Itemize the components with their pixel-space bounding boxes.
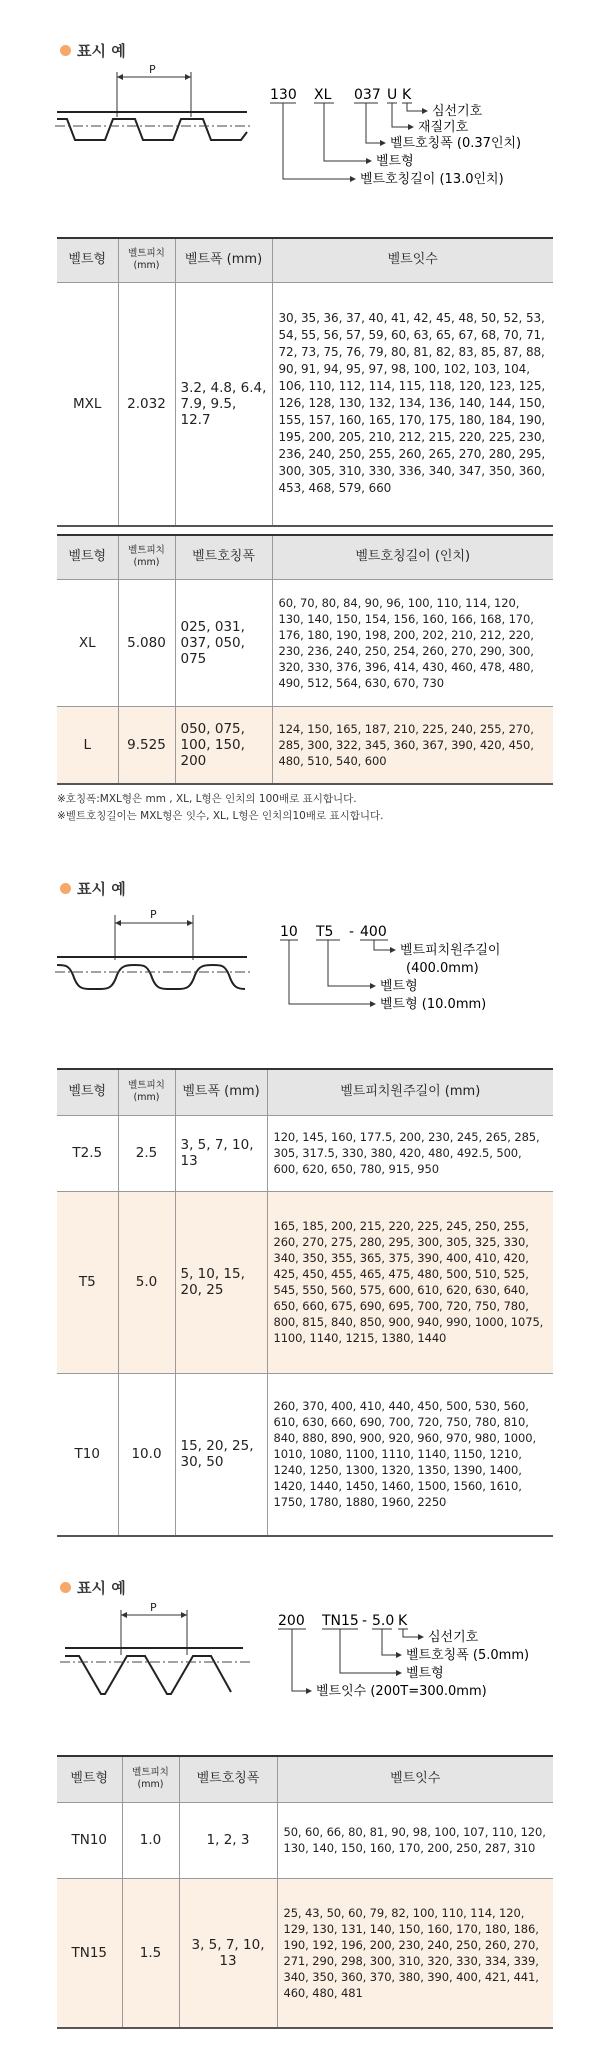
width-cell: 5, 10, 15, 20, 25 bbox=[175, 1191, 267, 1373]
length-cell: 260, 370, 400, 410, 440, 450, 500, 530, 560, 610, 630, 660, 690, 700, 720, 750, 780, 810, 840, 880, 890, 900, 920, 960, 970, 980, 1000, 1010, 1080, 1100, 1110, 1140, 1150, 1210, 1240, 1250, 1300, 1320, 1350, 1390, 1400, 1420, 1440, 1450, 1460, 1500, 1560, 1610, 1750, 1780, 1880, 1960, 2250 bbox=[267, 1373, 553, 1536]
width-cell: 050, 075, 100, 150, 200 bbox=[175, 706, 272, 784]
pitch-cell: 1.5 bbox=[122, 1878, 179, 2028]
table-row bbox=[57, 1802, 553, 1878]
code-part: K bbox=[398, 1613, 408, 1629]
mxl-spec-table bbox=[57, 237, 553, 527]
code-note: 벨트형 bbox=[380, 979, 418, 994]
code-note: 벨트형 bbox=[376, 154, 414, 169]
code-note: (400.0mm) bbox=[406, 961, 479, 976]
code-part: TN15 bbox=[322, 1613, 359, 1629]
code-note: 벨트피치원주길이 bbox=[400, 943, 501, 958]
pitch-label: P bbox=[150, 908, 157, 921]
width-cell: 025, 031, 037, 050, 075 bbox=[175, 579, 272, 706]
col-header: 벨트피치원주길이 (mm) bbox=[267, 1069, 553, 1115]
teeth-cell: 25, 43, 50, 60, 79, 82, 100, 110, 114, 120, 129, 130, 131, 140, 150, 160, 170, 180, 186, 190, 192, 196, 200, 230, 240, 250, 260, 270, 271, 290, 298, 300, 310, 320, 330, 334, 339, 340, 350, 360, 370, 380, 390, 400, 421, 441, 460, 480, 481 bbox=[277, 1878, 553, 2028]
bullet-dot-icon bbox=[60, 883, 71, 894]
bullet-dot-icon bbox=[60, 1582, 71, 1593]
pitch-cell: 1.0 bbox=[122, 1802, 179, 1878]
code-part: - bbox=[362, 1613, 368, 1629]
section1-heading-text: 표시 예 bbox=[77, 42, 126, 60]
section3-heading-text: 표시 예 bbox=[77, 1579, 126, 1597]
width-cell: 3, 5, 7, 10, 13 bbox=[175, 1115, 267, 1191]
length-cell: 124, 150, 165, 187, 210, 225, 240, 255, 270, 285, 300, 322, 345, 360, 367, 390, 420, 450, 480, 510, 540, 600 bbox=[272, 706, 553, 784]
teeth-cell: 30, 35, 36, 37, 40, 41, 42, 45, 48, 50, 52, 53, 54, 55, 56, 57, 59, 60, 63, 65, 67, 68, 70, 71, 72, 73, 75, 76, 79, 80, 81, 82, 83, 85, 87, 88, 90, 91, 94, 95, 97, 98, 100, 102, 103, 104, 106, 110, 112, 114, 115, 118, 120, 123, 125, 126, 128, 130, 132, 134, 136, 140, 144, 150, 155, 157, 160, 165, 170, 175, 180, 184, 190, 195, 200, 205, 210, 212, 215, 220, 225, 230, 236, 240, 250, 255, 260, 265, 270, 280, 295, 300, 305, 310, 330, 336, 340, 347, 350, 360, 453, 468, 579, 660 bbox=[272, 282, 553, 526]
belt-profile-figure-3 bbox=[55, 1600, 255, 1710]
width-cell: 3, 5, 7, 10, 13 bbox=[179, 1878, 277, 2028]
code-note: 심선기호 bbox=[428, 1630, 479, 1645]
col-header: 벨트형 bbox=[57, 238, 118, 282]
section2-heading-text: 표시 예 bbox=[77, 880, 126, 898]
col-header: 벨트피치 (mm) bbox=[118, 1069, 175, 1115]
code-diagram-1 bbox=[270, 85, 570, 215]
table-row bbox=[57, 1373, 553, 1536]
code-note: 벨트호칭길이 (13.0인치) bbox=[360, 172, 504, 187]
col-header: 벨트피치 (mm) bbox=[118, 238, 175, 282]
col-header: 벨트형 bbox=[57, 1756, 122, 1802]
width-cell: 3.2, 4.8, 6.4, 7.9, 9.5, 12.7 bbox=[175, 282, 272, 526]
code-part: - bbox=[349, 924, 355, 940]
belt-type-cell: XL bbox=[57, 579, 118, 706]
code-diagram-3 bbox=[278, 1611, 578, 1721]
col-header: 벨트형 bbox=[57, 535, 118, 579]
code-part: U bbox=[387, 87, 398, 103]
col-header: 벨트잇수 bbox=[277, 1756, 553, 1802]
section2-heading bbox=[60, 878, 126, 899]
col-header: 벨트잇수 bbox=[272, 238, 553, 282]
belt-type-cell: T10 bbox=[57, 1373, 118, 1536]
pitch-cell: 5.080 bbox=[118, 579, 175, 706]
code-note: 재질기호 bbox=[418, 120, 469, 135]
width-cell: 15, 20, 25, 30, 50 bbox=[175, 1373, 267, 1536]
teeth-cell: 50, 60, 66, 80, 81, 90, 98, 100, 107, 110, 120, 130, 140, 150, 160, 170, 200, 250, 287, 310 bbox=[277, 1802, 553, 1878]
belt-type-cell: TN10 bbox=[57, 1802, 122, 1878]
belt-type-cell: TN15 bbox=[57, 1878, 122, 2028]
col-header: 벨트형 bbox=[57, 1069, 118, 1115]
belt-type-cell: MXL bbox=[57, 282, 118, 526]
section1-heading bbox=[60, 40, 126, 61]
bullet-dot-icon bbox=[60, 45, 71, 56]
code-part: 037 bbox=[354, 87, 381, 103]
code-note: 벨트형 bbox=[406, 1666, 444, 1681]
table-row bbox=[57, 1878, 553, 2028]
col-header: 벨트피치 (mm) bbox=[122, 1756, 179, 1802]
footnote-1: ※호칭폭:MXL형은 mm , XL, L형은 인치의 100배로 표시합니다. bbox=[57, 793, 357, 805]
code-note: 심선기호 bbox=[432, 104, 483, 119]
pitch-label: P bbox=[149, 63, 156, 76]
length-cell: 165, 185, 200, 215, 220, 225, 245, 250, 255, 260, 270, 275, 280, 295, 300, 305, 325, 330, 340, 350, 355, 365, 375, 390, 400, 410, 420, 425, 450, 455, 465, 475, 480, 500, 510, 525, 545, 550, 560, 575, 600, 610, 620, 630, 640, 650, 660, 675, 690, 695, 700, 720, 750, 780, 800, 815, 840, 850, 900, 940, 990, 1000, 1075, 1100, 1140, 1215, 1380, 1440 bbox=[267, 1191, 553, 1373]
pitch-cell: 2.5 bbox=[118, 1115, 175, 1191]
code-note: 벨트잇수 (200T=300.0mm) bbox=[316, 1684, 487, 1699]
code-part: T5 bbox=[316, 924, 334, 940]
belt-type-cell: T5 bbox=[57, 1191, 118, 1373]
col-header: 벨트호칭폭 bbox=[179, 1756, 277, 1802]
width-cell: 1, 2, 3 bbox=[179, 1802, 277, 1878]
col-header: 벨트호칭폭 bbox=[175, 535, 272, 579]
length-cell: 120, 145, 160, 177.5, 200, 230, 245, 265, 285, 305, 317.5, 330, 380, 420, 480, 492.5, 500, 600, 620, 650, 780, 915, 950 bbox=[267, 1115, 553, 1191]
code-part: 5.0 bbox=[372, 1613, 395, 1629]
table-row bbox=[57, 1191, 553, 1373]
code-part: K bbox=[402, 87, 412, 103]
table-row bbox=[57, 282, 553, 526]
code-note: 벨트호칭폭 (0.37인치) bbox=[390, 136, 522, 151]
t-series-spec-table bbox=[57, 1068, 553, 1537]
section3-heading bbox=[60, 1577, 126, 1598]
col-header: 벨트폭 (mm) bbox=[175, 1069, 267, 1115]
table-row bbox=[57, 706, 553, 784]
pitch-cell: 5.0 bbox=[118, 1191, 175, 1373]
col-header: 벨트피치 (mm) bbox=[118, 535, 175, 579]
code-part: 130 bbox=[270, 87, 297, 103]
code-part: 200 bbox=[278, 1613, 305, 1629]
pitch-cell: 9.525 bbox=[118, 706, 175, 784]
col-header: 벨트호칭길이 (인치) bbox=[272, 535, 553, 579]
xl-l-spec-table bbox=[57, 534, 553, 785]
pitch-label: P bbox=[150, 1601, 157, 1614]
belt-profile-figure-1 bbox=[55, 62, 255, 172]
code-part: 400 bbox=[360, 924, 387, 940]
code-note: 벨트형 (10.0mm) bbox=[380, 997, 487, 1012]
code-diagram-2 bbox=[280, 922, 580, 1032]
belt-type-cell: T2.5 bbox=[57, 1115, 118, 1191]
belt-type-cell: L bbox=[57, 706, 118, 784]
belt-profile-figure-2 bbox=[55, 905, 255, 1015]
pitch-cell: 2.032 bbox=[118, 282, 175, 526]
pitch-cell: 10.0 bbox=[118, 1373, 175, 1536]
col-header: 벨트폭 (mm) bbox=[175, 238, 272, 282]
code-part: XL bbox=[314, 87, 332, 103]
footnote-2: ※벨트호칭길이는 MXL형은 잇수, XL, L형은 인치의10배로 표시합니다. bbox=[57, 810, 384, 822]
code-part: 10 bbox=[280, 924, 298, 940]
tn-series-spec-table bbox=[57, 1755, 553, 2029]
length-cell: 60, 70, 80, 84, 90, 96, 100, 110, 114, 120, 130, 140, 150, 154, 156, 160, 166, 168, 170, 176, 180, 190, 198, 200, 202, 210, 212, 220, 230, 236, 240, 250, 254, 260, 270, 290, 300, 320, 330, 376, 396, 414, 430, 460, 478, 480, 490, 512, 564, 630, 670, 730 bbox=[272, 579, 553, 706]
code-note: 벨트호칭폭 (5.0mm) bbox=[406, 1648, 530, 1663]
table-row bbox=[57, 579, 553, 706]
table-row bbox=[57, 1115, 553, 1191]
